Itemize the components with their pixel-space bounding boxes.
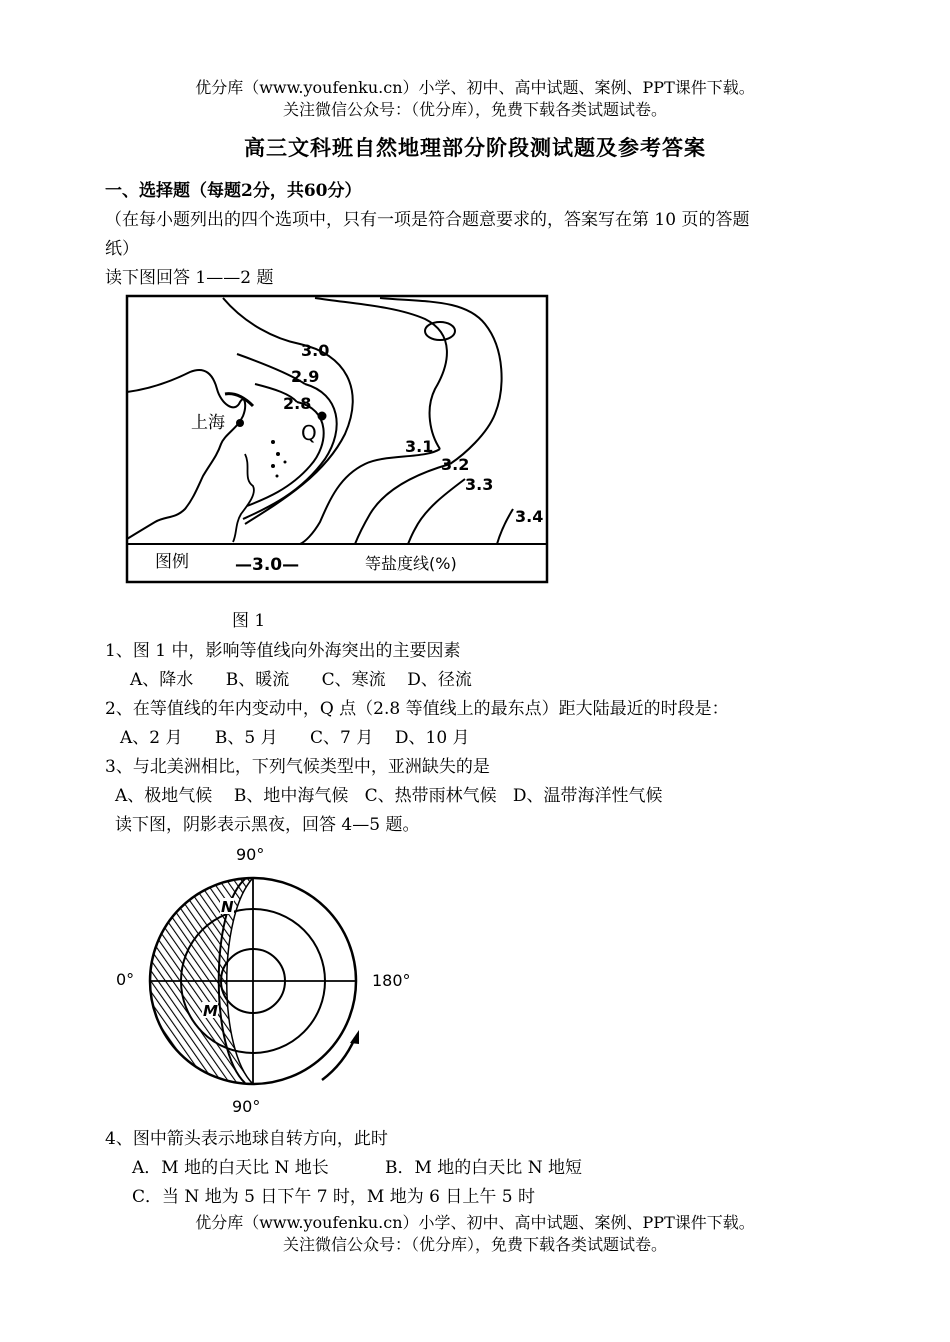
polar-view-figure — [110, 840, 420, 1120]
section-heading: 一、选择题（每题2分，共60分） — [105, 181, 362, 201]
instruction-line-2: 纸） — [105, 239, 139, 259]
label-top-90: 90° — [236, 845, 265, 864]
map-frame — [127, 296, 547, 582]
header-line-1: 优分库（www.youfenku.cn）小学、初中、高中试题、案例、PPT课件下载。 — [195, 78, 755, 97]
q-point-dot — [318, 412, 327, 421]
question-4-option-a: A．M 地的白天比 N 地长 — [132, 1158, 329, 1178]
question-1-stem: 1、图 1 中，影响等值线向外海突出的主要因素 — [105, 641, 461, 661]
shanghai-dot — [236, 419, 244, 427]
point-label-m: M — [203, 1002, 218, 1020]
header-line-2: 关注微信公众号：（优分库），免费下载各类试题试卷。 — [282, 100, 667, 119]
question-3-options: A、极地气候 B、地中海气候 C、热带雨林气候 D、温带海洋性气候 — [115, 786, 663, 806]
question-1-options: A、降水 B、暖流 C、寒流 D、径流 — [130, 670, 472, 690]
rotation-arrow — [322, 1038, 355, 1080]
label-0: 0° — [116, 970, 135, 989]
read-figure-1: 读下图回答 1——2 题 — [105, 268, 274, 288]
label-2-8: 2.8 — [283, 394, 312, 413]
question-4-option-c: C．当 N 地为 5 日下午 7 时，M 地为 6 日上午 5 时 — [132, 1187, 535, 1207]
question-4-option-b: B．M 地的白天比 N 地短 — [385, 1158, 582, 1178]
label-bottom-90: 90° — [232, 1097, 261, 1116]
label-3-3: 3.3 — [465, 475, 494, 494]
rotation-arrowhead — [350, 1030, 359, 1044]
label-3-0: 3.0 — [301, 341, 330, 360]
city-label-shanghai: 上海 — [191, 413, 225, 433]
question-3-stem: 3、与北美洲相比，下列气候类型中，亚洲缺失的是 — [105, 757, 490, 777]
read-figure-2: 读下图，阴影表示黑夜，回答 4—5 题。 — [115, 815, 420, 835]
instruction-line-1: （在每小题列出的四个选项中，只有一项是符合题意要求的，答案写在第 10 页的答题 — [105, 210, 750, 230]
question-4-stem: 4、图中箭头表示地球自转方向，此时 — [105, 1129, 388, 1149]
footer-line-2: 关注微信公众号：（优分库），免费下载各类试题试卷。 — [282, 1235, 667, 1254]
legend-sample: —3.0— — [235, 555, 300, 575]
question-2-stem: 2、在等值线的年内变动中，Q 点（2.8 等值线上的最东点）距大陆最近的时段是： — [105, 699, 729, 719]
label-3-4: 3.4 — [515, 507, 544, 526]
point-label-q: Q — [301, 421, 317, 445]
point-label-n: N — [221, 898, 234, 916]
label-3-2: 3.2 — [441, 455, 470, 474]
question-2-options: A、2 月 B、5 月 C、7 月 D、10 月 — [120, 728, 470, 748]
label-2-9: 2.9 — [291, 367, 320, 386]
salinity-map-figure — [125, 294, 550, 586]
legend-description: 等盐度线(%) — [365, 554, 457, 573]
footer-line-1: 优分库（www.youfenku.cn）小学、初中、高中试题、案例、PPT课件下载。 — [195, 1213, 755, 1232]
figure-1-caption: 图 1 — [232, 611, 266, 631]
label-3-1: 3.1 — [405, 437, 434, 456]
label-180: 180° — [372, 971, 411, 990]
page-title: 高三文科班自然地理部分阶段测试题及参考答案 — [244, 135, 706, 160]
legend-title: 图例 — [155, 552, 189, 572]
